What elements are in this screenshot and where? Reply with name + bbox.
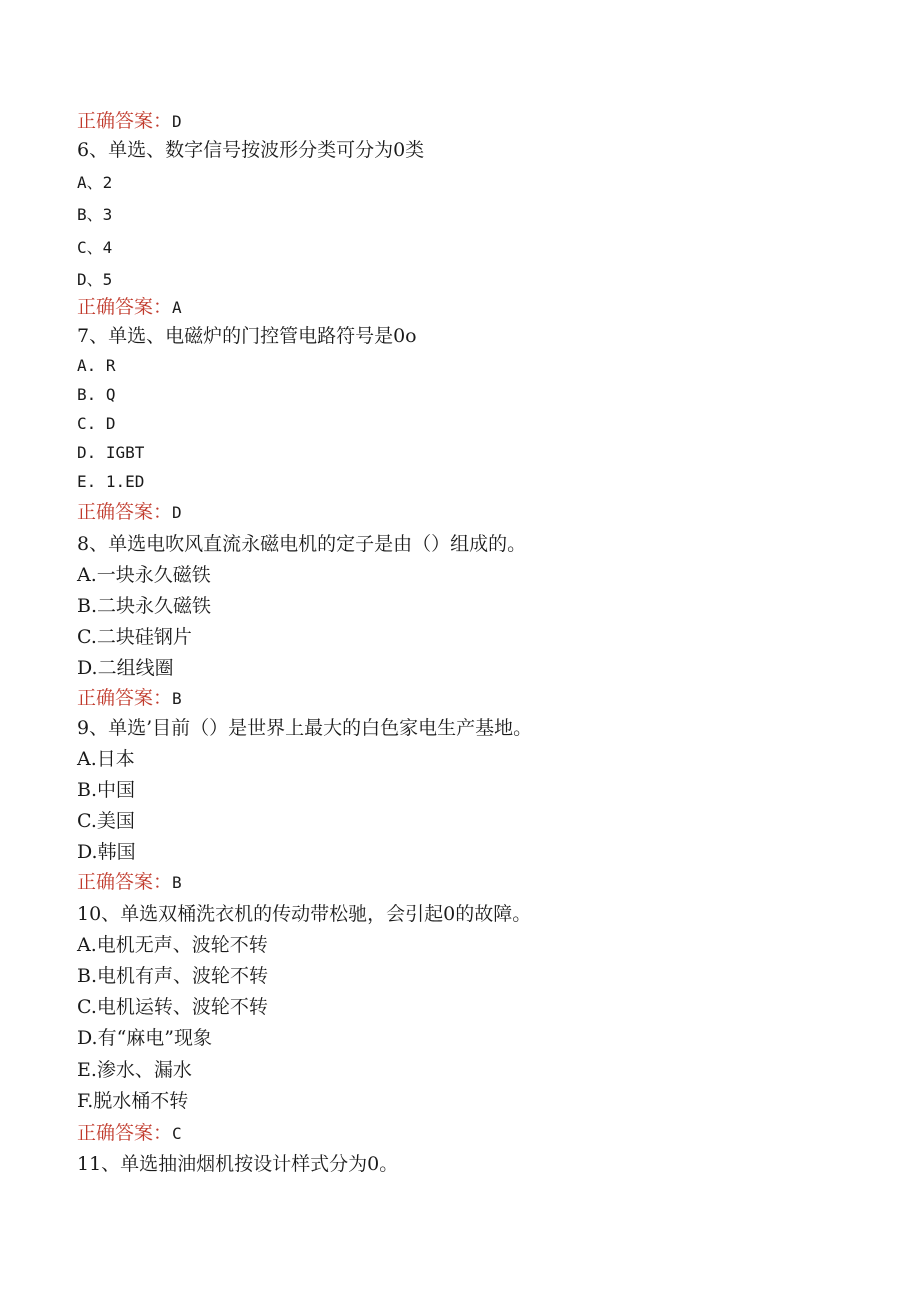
option-8b: B.二块永久磁铁 — [77, 595, 212, 617]
answer-value: B — [172, 689, 182, 708]
option-7c: C. D — [77, 414, 116, 433]
answer-label: 正确答案： — [77, 687, 173, 709]
answer-line — [77, 298, 182, 317]
option-6a: A、2 — [77, 173, 113, 192]
answer-line — [77, 112, 182, 131]
option-10b: B.电机有声、波轮不转 — [77, 965, 269, 987]
answer-value: D — [172, 503, 182, 522]
option-10f: F.脱水桶不转 — [77, 1090, 189, 1112]
answer-label: 正确答案： — [77, 296, 173, 318]
option-6d: D、5 — [77, 270, 113, 289]
question-6: 6、单选、数字信号按波形分类可分为0类 — [77, 139, 425, 161]
option-6b: B、3 — [77, 205, 113, 224]
answer-value: D — [172, 112, 182, 131]
option-8a: A.一块永久磁铁 — [77, 564, 211, 586]
option-7a: A. R — [77, 356, 116, 375]
option-10e: E.渗水、漏水 — [77, 1059, 192, 1081]
option-9d: D.韩国 — [77, 841, 136, 863]
option-10a: A.电机无声、波轮不转 — [77, 934, 268, 956]
option-7d: D. IGBT — [77, 443, 145, 462]
option-8d: D.二组线圈 — [77, 657, 174, 679]
option-9b: B.中国 — [77, 779, 136, 801]
option-7b: B. Q — [77, 385, 116, 404]
question-8: 8、单选电吹风直流永磁电机的定子是由（）组成的。 — [77, 533, 527, 555]
option-10c: C.电机运转、波轮不转 — [77, 996, 268, 1018]
answer-value: C — [172, 1124, 182, 1143]
answer-label: 正确答案： — [77, 501, 173, 523]
question-10: 10、单选双桶洗衣机的传动带松驰，会引起0的故障。 — [77, 903, 532, 925]
answer-label: 正确答案： — [77, 1122, 173, 1144]
answer-label: 正确答案： — [77, 110, 173, 132]
answer-line — [77, 873, 182, 892]
answer-value: B — [172, 873, 182, 892]
answer-line — [77, 503, 182, 522]
option-7e: E. 1.ED — [77, 472, 145, 491]
option-9c: C.美国 — [77, 810, 135, 832]
option-8c: C.二块硅钢片 — [77, 626, 192, 648]
question-11: 11、单选抽油烟机按设计样式分为0。 — [77, 1153, 399, 1175]
question-7: 7、单选、电磁炉的门控管电路符号是0o — [77, 325, 417, 347]
answer-line — [77, 1124, 182, 1143]
question-9: 9、单选’目前（）是世界上最大的白色家电生产基地。 — [77, 717, 533, 739]
answer-line — [77, 689, 182, 708]
option-10d: D.有“麻电”现象 — [77, 1027, 213, 1049]
answer-label: 正确答案： — [77, 871, 173, 893]
answer-value: A — [172, 298, 182, 317]
option-6c: C、4 — [77, 238, 113, 257]
option-9a: A.日本 — [77, 748, 135, 770]
